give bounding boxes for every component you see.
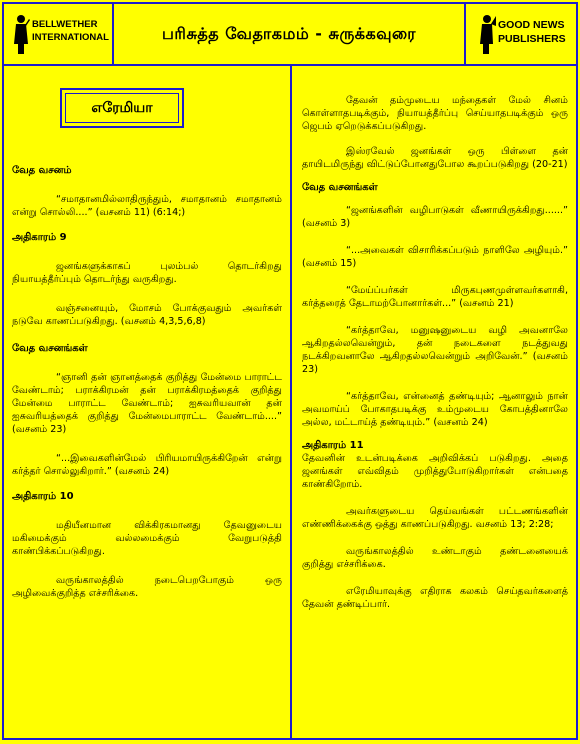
paragraph: “மேய்ப்பர்கள் மிருகபுணமுள்ளவர்களாகி, கர்த்தரைத் தேடாமற்போனார்கள்...” (வசனம் 21) — [302, 285, 568, 309]
left-logo-line-2: INTERNATIONAL — [32, 32, 109, 43]
paragraph: “ஞானி தன் ஞானத்தைக் குறித்து மேன்மை பாராட்ட வேண்டாம்; பராக்கிரமன் தன் பராக்கிரமத்தைக் குறித்து மேன்மை பாராட்ட வேண்டாம்; ஐசுவரியவான் தன் ஐசுவரியத்தைக் குறித்து மேன்மைபாராட்ட வேண்டாம்....” (வசனம் 23) — [12, 372, 282, 435]
right-logo-line-2: PUBLISHERS — [498, 33, 566, 45]
paragraph: தேவனின் உடன்படிக்கை அறிவிக்கப் படுகிறது. அதை ஜனங்கள் எவ்விதம் முறித்துபோடுகிறார்கள் என்பதை காண்கிறோம். — [302, 453, 568, 490]
section-heading: வேத வசனங்கள் — [302, 182, 378, 193]
chapter-heading: அதிகாரம் 10 — [12, 491, 74, 502]
paragraph: “கர்த்தாவே, என்னைத் தண்டியும்; ஆனாலும் நான் அவமாய்ப் போகாதபடிக்கு உம்முடைய கோபத்தினாலே அல்ல, மட்டாய்த் தண்டியும்.” (வசனம் 24) — [302, 391, 568, 428]
paragraph: “ஜனங்களின் வழிபாடுகள் வீணாயிருக்கிறது......” (வசனம் 3) — [302, 205, 568, 229]
book-title-box — [60, 88, 184, 128]
chapter-heading: அதிகாரம் 9 — [12, 232, 67, 243]
right-logo-line-1: GOOD NEWS — [498, 19, 565, 31]
right-column — [302, 66, 568, 611]
paragraph: தேவன் தம்முடைய மந்தைகள் மேல் சினம் கொள்ளாதபடிக்கும், நியாயத்தீர்ப்பு செய்யாதபடிக்கும் ஒரு ஜெபம் ஏறெடுக்கப்படுகிறது. — [302, 95, 568, 132]
paragraph: மதியீனமான விக்கிரகமானது தேவனுடைய மகிமைக்கும் வல்லமைக்கும் வேறுபடுத்தி காண்பிக்கப்படுகிறது. — [12, 520, 282, 557]
paragraph: வஞ்சனையும், மோசம் போக்குவதும் அவர்கள் நடுவே காணப்படுகிறது. (வசனம் 4,3,5,6,8) — [12, 303, 282, 327]
paragraph: ஜனங்களுக்காகப் புலம்பல் தொடர்கிறது நியாயத்தீர்ப்பும் தொடர்ந்து வருகிறது. — [12, 261, 282, 285]
book-title: எரேமியா — [91, 99, 153, 116]
paragraph: “சமாதானமில்லாதிருந்தும், சமாதானம் சமாதானம் என்று சொல்லி....” (வசனம் 11) (6:14;) — [12, 194, 282, 218]
column-divider — [290, 66, 292, 738]
preacher-figure-icon — [12, 14, 30, 54]
paragraph: அவர்களுடைய தெய்வங்கள் பட்டணங்களின் எண்ணிக்கைக்கு ஒத்து காணப்படுகிறது. வசனம் 13; 2:28; — [302, 506, 568, 530]
paragraph: “...அவைகள் விசாரிக்கப்படும் நாளிலே அழியும்.” (வசனம் 15) — [302, 245, 568, 269]
page — [2, 2, 578, 740]
paragraph: வருங்காலத்தில் உண்டாகும் தண்டனையைக் குறித்து எச்சரிக்கை. — [302, 546, 568, 570]
paragraph: “...இவைகளின்மேல் பிரியமாயிருக்கிறேன் என்று கர்த்தர் சொல்லுகிறார்.” (வசனம் 24) — [12, 453, 282, 477]
trumpet-figure-icon — [478, 14, 496, 54]
left-logo-cell — [4, 4, 114, 64]
left-logo-line-1: BELLWETHER — [32, 19, 98, 30]
paragraph: இஸ்ரவேல் ஜனங்கள் ஒரு பிள்ளை தன் தாயிடமிருந்து விட்டுப்போனதுபோல கூறப்படுகிறது (20-21) — [302, 146, 568, 170]
right-logo-cell — [466, 4, 576, 64]
left-column — [12, 66, 282, 600]
paragraph: வருங்காலத்தில் நடைபெறபோகும் ஒரு அழிவைக்குறித்த எச்சரிக்கை. — [12, 575, 282, 599]
page-title: பரிசுத்த வேதாகமம் - சுருக்கவுரை — [162, 23, 416, 43]
title-cell — [114, 4, 466, 64]
section-heading: வேத வசனம் — [12, 165, 72, 176]
body-area — [4, 66, 576, 738]
paragraph: எரேமியாவுக்கு எதிராக கலகம் செய்தவர்களைத் தேவன் தண்டிப்பார். — [302, 586, 568, 610]
chapter-heading: அதிகாரம் 11 — [302, 440, 364, 451]
header — [4, 4, 576, 66]
section-heading: வேத வசனங்கள் — [12, 343, 88, 354]
paragraph: “கர்த்தாவே, மனுஷனுடைய வழி அவனாலே ஆகிறதல்லவென்றும், தன் நடைகளை நடத்துவது நடக்கிறவனாலே ஆகிறதல்லவென்றும் அறிவேன்.” (வசனம் 23) — [302, 325, 568, 375]
